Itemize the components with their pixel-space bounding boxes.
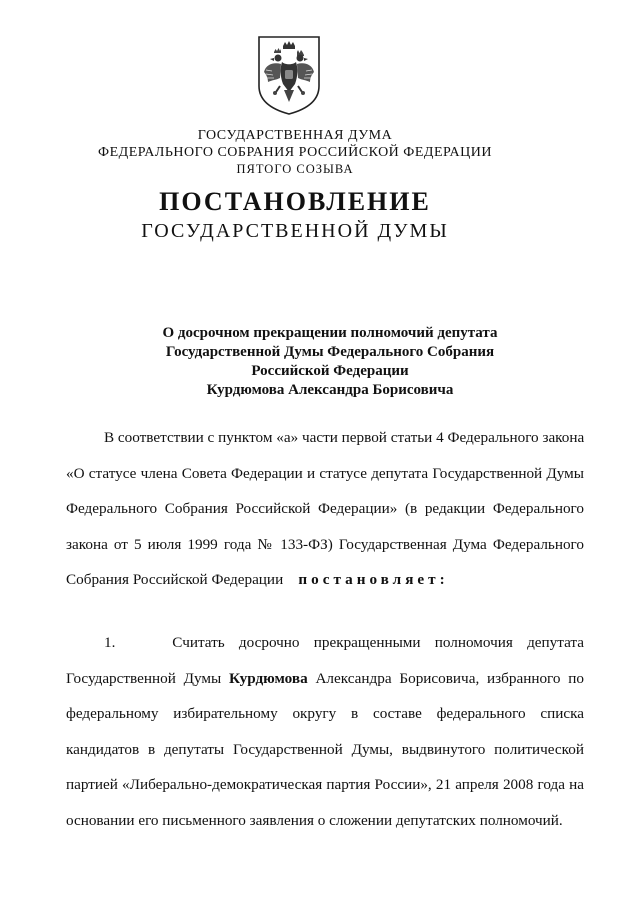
item-1-paragraph: [66, 633, 584, 846]
subject-line: Российской Федерации: [251, 363, 409, 379]
issuer-line-3: ПЯТОГО СОЗЫВА: [236, 162, 354, 176]
preamble-line: закона от 5 июля 1999 года № 133-ФЗ) Государственная Дума Федерального: [66, 535, 584, 553]
document-subtitle: ГОСУДАРСТВЕННОЙ ДУМЫ: [141, 220, 449, 242]
subject-line: Курдюмова Александра Борисовича: [206, 382, 454, 398]
item-line: [66, 633, 584, 669]
item-line: основании его письменного заявления о сложении депутатских полномочий.: [66, 811, 563, 829]
preamble-line: [66, 570, 584, 606]
resolves-verb: постановляет:: [298, 571, 449, 588]
item-number: 1.: [104, 634, 116, 651]
double-headed-eagle-icon: [256, 34, 322, 116]
item-line-text: Считать досрочно прекращенными полномочия депутата: [172, 634, 584, 651]
coat-of-arms-emblem: [256, 34, 322, 116]
item-line-text: Александра Борисовича, избранного по: [315, 669, 584, 687]
issuer-line-1: ГОСУДАРСТВЕННАЯ ДУМА: [197, 128, 393, 143]
deputy-surname: Курдюмова: [228, 669, 308, 687]
subject-line: О досрочном прекращении полномочий депутата: [162, 325, 498, 341]
item-line: [66, 669, 584, 705]
subject-line: Государственной Думы Федерального Собрания: [165, 344, 495, 360]
item-line: федеральному избирательному округу в составе федерального списка: [66, 705, 584, 722]
item-line: кандидатов в депутаты Государственной Думы, выдвинутого политической: [66, 740, 584, 758]
document-subject: [0, 324, 640, 400]
item-line: партией «Либерально-демократическая партия России», 21 апреля 2008 года на: [66, 776, 584, 793]
preamble-line: «О статусе члена Совета Федерации и статусе депутата Государственной Думы: [66, 464, 584, 482]
document-title: ПОСТАНОВЛЕНИЕ: [159, 187, 431, 216]
preamble-line: Федерального Собрания Российской Федерации» (в редакции Федерального: [66, 500, 584, 517]
preamble-line: В соответствии с пунктом «а» части первой статьи 4 Федерального закона: [104, 429, 585, 446]
preamble-paragraph: [66, 428, 584, 606]
item-line-text: Государственной Думы: [66, 669, 222, 687]
issuer-line-2: ФЕДЕРАЛЬНОГО СОБРАНИЯ РОССИЙСКОЙ ФЕДЕРАЦИИ: [98, 145, 492, 160]
preamble-line-text: Собрания Российской Федерации: [66, 571, 284, 588]
